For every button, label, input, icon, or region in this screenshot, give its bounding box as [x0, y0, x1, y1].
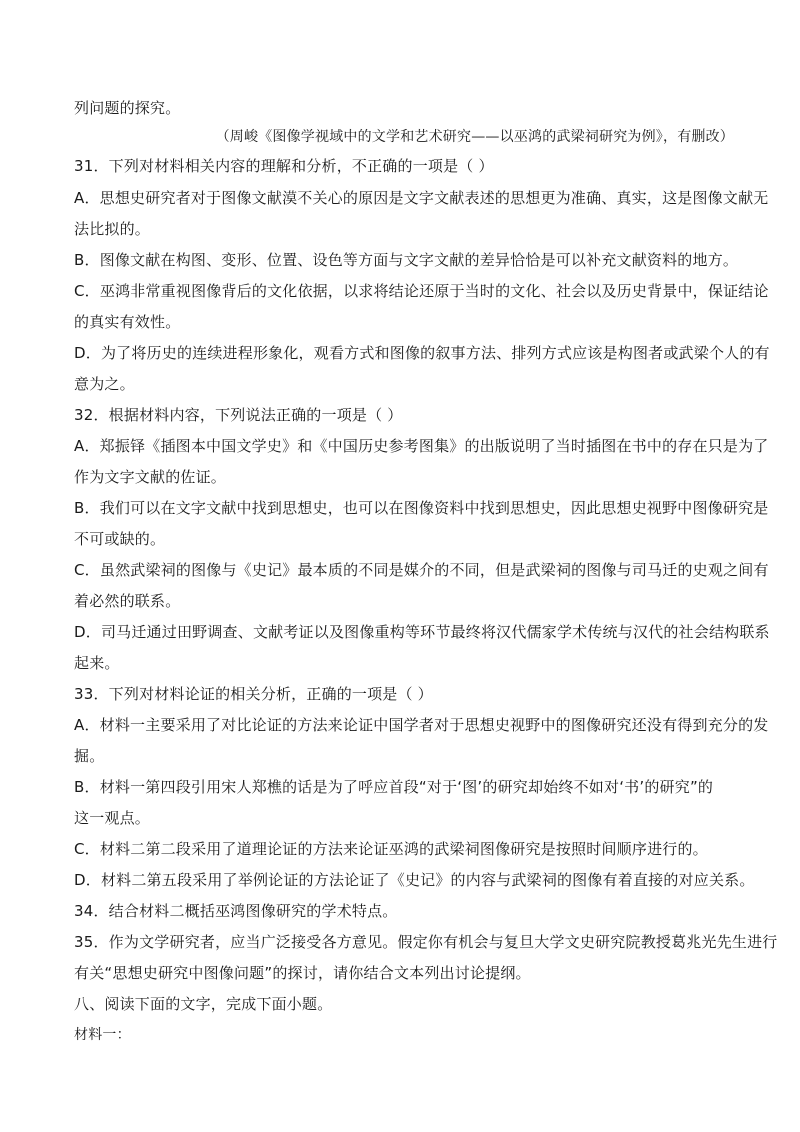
question-31-option-a-cont: 法比拟的。 [74, 220, 151, 238]
question-31-option-a: A．思想史研究者对于图像文献漠不关心的原因是文字文献表述的思想更为准确、真实，这是图像文献无 [74, 189, 769, 207]
question-34: 34．结合材料二概括巫鸿图像研究的学术特点。 [74, 902, 398, 920]
question-32-stem: 32．根据材料内容，下列说法正确的一项是（ ） [74, 406, 403, 424]
section-heading: 八、阅读下面的文字，完成下面小题。 [74, 995, 333, 1013]
question-31-option-d: D．为了将历史的连续进程形象化，观看方式和图像的叙事方法、排列方式应该是构图者或武梁个人的有 [74, 344, 770, 362]
question-32-option-d-cont: 起来。 [74, 654, 120, 672]
question-33-option-a: A．材料一主要采用了对比论证的方法来论证中国学者对于思想史视野中的图像研究还没有得到充分的发 [74, 716, 769, 734]
question-32-option-c-cont: 着必然的联系。 [74, 592, 181, 610]
question-35-cont: 有关“思想史研究中图像问题”的探讨，请你结合文本列出讨论提纲。 [74, 964, 531, 982]
question-32-option-a: A．郑振铎《插图本中国文学史》和《中国历史参考图集》的出版说明了当时插图在书中的存在只是为了 [74, 437, 769, 455]
question-31-option-b: B．图像文献在构图、变形、位置、设色等方面与文字文献的差异恰恰是可以补充文献资料的地方。 [74, 251, 739, 269]
question-32-option-b: B．我们可以在文字文献中找到思想史，也可以在图像资料中找到思想史，因此思想史视野中图像研究是 [74, 499, 769, 517]
question-33-option-a-cont: 掘。 [74, 747, 105, 765]
question-32-option-a-cont: 作为文字文献的佐证。 [74, 468, 227, 486]
question-31-option-c-cont: 的真实有效性。 [74, 313, 181, 331]
question-35: 35．作为文学研究者，应当广泛接受各方意见。假定你有机会与复旦大学文史研究院教授葛兆光先生进行 [74, 933, 778, 951]
text-line: 列问题的探究。 [74, 99, 181, 117]
question-33-stem: 33．下列对材料论证的相关分析，正确的一项是（ ） [74, 685, 433, 703]
question-33-option-b: B．材料一第四段引用宋人郑樵的话是为了呼应首段“对于‘图’的研究却始终不如对‘书’的研究”的 [74, 778, 714, 796]
source-citation: （周峻《图像学视域中的文学和艺术研究——以巫鸿的武梁祠研究为例》，有删改） [215, 129, 734, 145]
question-31-stem: 31．下列对材料相关内容的理解和分析，不正确的一项是（ ） [74, 157, 494, 175]
material-label: 材料一： [74, 1027, 131, 1043]
question-33-option-b-cont: 这一观点。 [74, 809, 151, 827]
question-33-option-c: C．材料二第二段采用了道理论证的方法来论证巫鸿的武梁祠图像研究是按照时间顺序进行的。 [74, 840, 708, 858]
question-33-option-d: D．材料二第五段采用了举例论证的方法论证了《史记》的内容与武梁祠的图像有着直接的对应关系。 [74, 871, 755, 889]
question-32-option-d: D．司马迁通过田野调查、文献考证以及图像重构等环节最终将汉代儒家学术传统与汉代的社会结构联系 [74, 623, 770, 641]
question-31-option-d-cont: 意为之。 [74, 375, 135, 393]
question-32-option-c: C．虽然武梁祠的图像与《史记》最本质的不同是媒介的不同，但是武梁祠的图像与司马迁的史观之间有 [74, 561, 769, 579]
question-31-option-c: C．巫鸿非常重视图像背后的文化依据，以求将结论还原于当时的文化、社会以及历史背景中，保证结论 [74, 282, 769, 300]
question-32-option-b-cont: 不可或缺的。 [74, 530, 166, 548]
